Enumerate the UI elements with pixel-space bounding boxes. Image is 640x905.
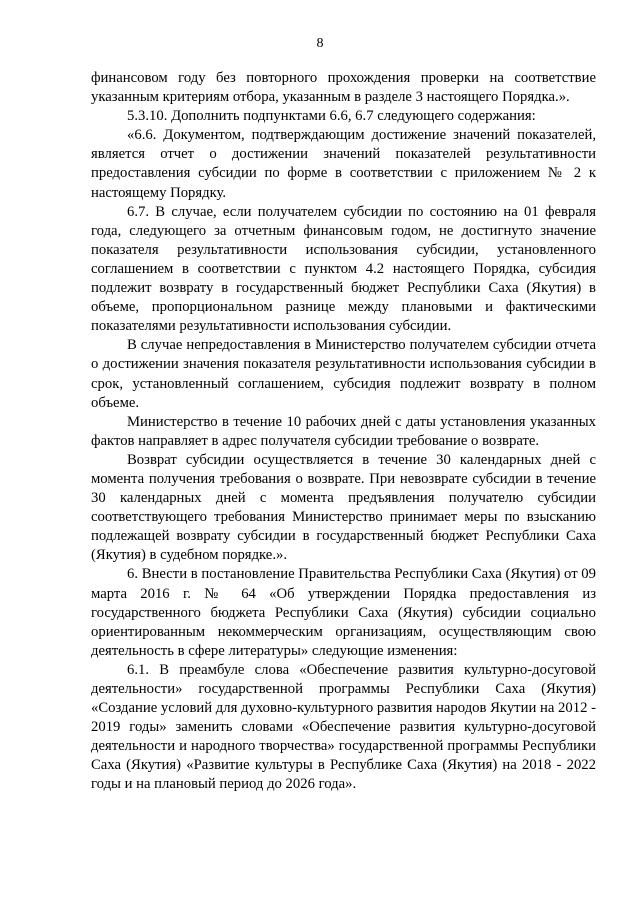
paragraph-6-amend-resolution: 6. Внести в постановление Правительства Республики Саха (Якутия) от 09 марта 2016 г. № 64 «Об утверждении Порядка предоставления из государственного бюджета Республики Саха (Якутия) субсидии социально ориентированным некоммерческим организациям, осуществляющим свою деятельность в сфере литературы» следующие изменения: — [91, 566, 596, 659]
paragraph-report-nonsubmission: В случае непредоставления в Министерство получателем субсидии отчета о достижении значения показателя результативности использования субсидии в срок, установленный соглашением, субсидия подлежит возврату в полном объеме. — [91, 337, 596, 411]
paragraph-6-6: «6.6. Документом, подтверждающим достижение значений показателей, является отчет о достижении значений показателей результативности предоставления субсидии по форме в соответствии с приложением № 2 к настоящему Порядку. — [91, 127, 596, 201]
page-number: 8 — [316, 36, 324, 51]
paragraph-6-7: 6.7. В случае, если получателем субсидии по состоянию на 01 февраля года, следующего за отчетным финансовым годом, не достигнуто значение показателя результативности использования субсидии, установленного соглашением в соответствии с пунктом 4.2 настоящего Порядка, субсидия подлежит возврату в государственный бюджет Республики Саха (Якутия) в объеме, пропорциональном разнице между плановыми и фактическими показателями результативности использования субсидии. — [91, 203, 596, 335]
paragraph-5-3-10: 5.3.10. Дополнить подпунктами 6.6, 6.7 следующего содержания: — [127, 108, 536, 125]
paragraph-ministry-notice: Министерство в течение 10 рабочих дней с даты установления указанных фактов направляет в адрес получателя субсидии требование о возврате. — [91, 413, 596, 449]
paragraph-6-1-preamble: 6.1. В преамбуле слова «Обеспечение развития культурно-досуговой деятельности» государственной программы Республики Саха (Якутия) «Создание условий для духовно-культурного развития народов Якутии на 2012 - 2019 годы» заменить словами «Обеспечение развития культурно-досуговой деятельности и народного творчества» государственной программы Республики Саха (Якутия) «Развитие культуры в Республике Саха (Якутия) на 2018 - 2022 годы и на плановый период до 2026 года». — [91, 661, 596, 793]
paragraph-refund: Возврат субсидии осуществляется в течение 30 календарных дней с момента получения требования о возврате. При невозврате субсидии в течение 30 календарных дней с момента предъявления получателю субсидии соответствующего требования Министерство принимает меры по взысканию подлежащей возврату субсидии в государственный бюджет Республики Саха (Якутия) в судебном порядке.». — [91, 451, 596, 564]
paragraph-continuation: финансовом году без повторного прохождения проверки на соответствие указанным критериям отбора, указанным в разделе 3 настоящего Порядка.». — [91, 70, 596, 106]
document-body — [91, 69, 596, 795]
